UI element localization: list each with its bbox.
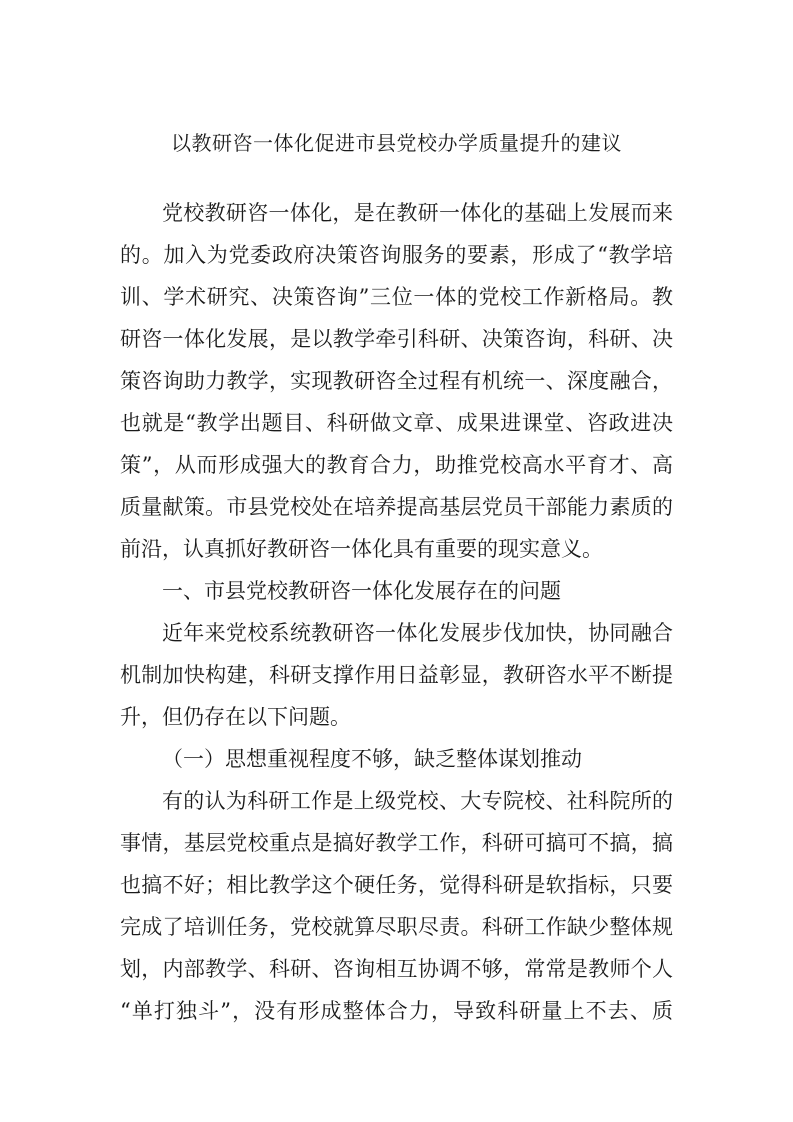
subsection-heading: （一）思想重视程度不够，缺乏整体谋划推动 (162, 747, 582, 771)
paragraph-line: 有的认为科研工作是上级党校、大专院校、社科院所的 (162, 789, 673, 813)
paragraph-line: 划，内部教学、科研、咨询相互协调不够，常常是教师个人 (120, 957, 673, 981)
paragraph-line: 研咨一体化发展，是以教学牵引科研、决策咨询，科研、决 (120, 327, 673, 351)
section-heading: 一、市县党校教研咨一体化发展存在的问题 (162, 579, 561, 603)
paragraph-line: 事情，基层党校重点是搞好教学工作，科研可搞可不搞，搞 (120, 831, 673, 855)
paragraph-line: 也搞不好；相比教学这个硬任务，觉得科研是软指标，只要 (120, 873, 673, 897)
paragraph-line: 近年来党校系统教研咨一体化发展步伐加快，协同融合 (162, 621, 673, 645)
paragraph-line: 机制加快构建，科研支撑作用日益彰显，教研咨水平不断提 (120, 663, 673, 687)
paragraph-line: 党校教研咨一体化，是在教研一体化的基础上发展而来 (162, 201, 673, 225)
paragraph-line: 训、学术研究、决策咨询”三位一体的党校工作新格局。教 (120, 285, 673, 309)
paragraph-line: 的。加入为党委政府决策咨询服务的要素，形成了“教学培 (120, 243, 673, 267)
paragraph-line: 策咨询助力教学，实现教研咨全过程有机统一、深度融合， (120, 369, 673, 393)
paragraph-line: 质量献策。市县党校处在培养提高基层党员干部能力素质的 (120, 495, 673, 519)
paragraph-line: 也就是“教学出题目、科研做文章、成果进课堂、咨政进决 (120, 411, 673, 435)
paragraph-line: “单打独斗”，没有形成整体合力，导致科研量上不去、质 (120, 999, 673, 1023)
paragraph-line: 完成了培训任务，党校就算尽职尽责。科研工作缺少整体规 (120, 915, 673, 939)
document-title: 以教研咨一体化促进市县党校办学质量提升的建议 (171, 131, 622, 155)
paragraph-line: 升，但仍存在以下问题。 (120, 705, 351, 729)
paragraph-line: 前沿，认真抓好教研咨一体化具有重要的现实意义。 (120, 537, 603, 561)
paragraph-line: 策”，从而形成强大的教育合力，助推党校高水平育才、高 (120, 453, 673, 477)
